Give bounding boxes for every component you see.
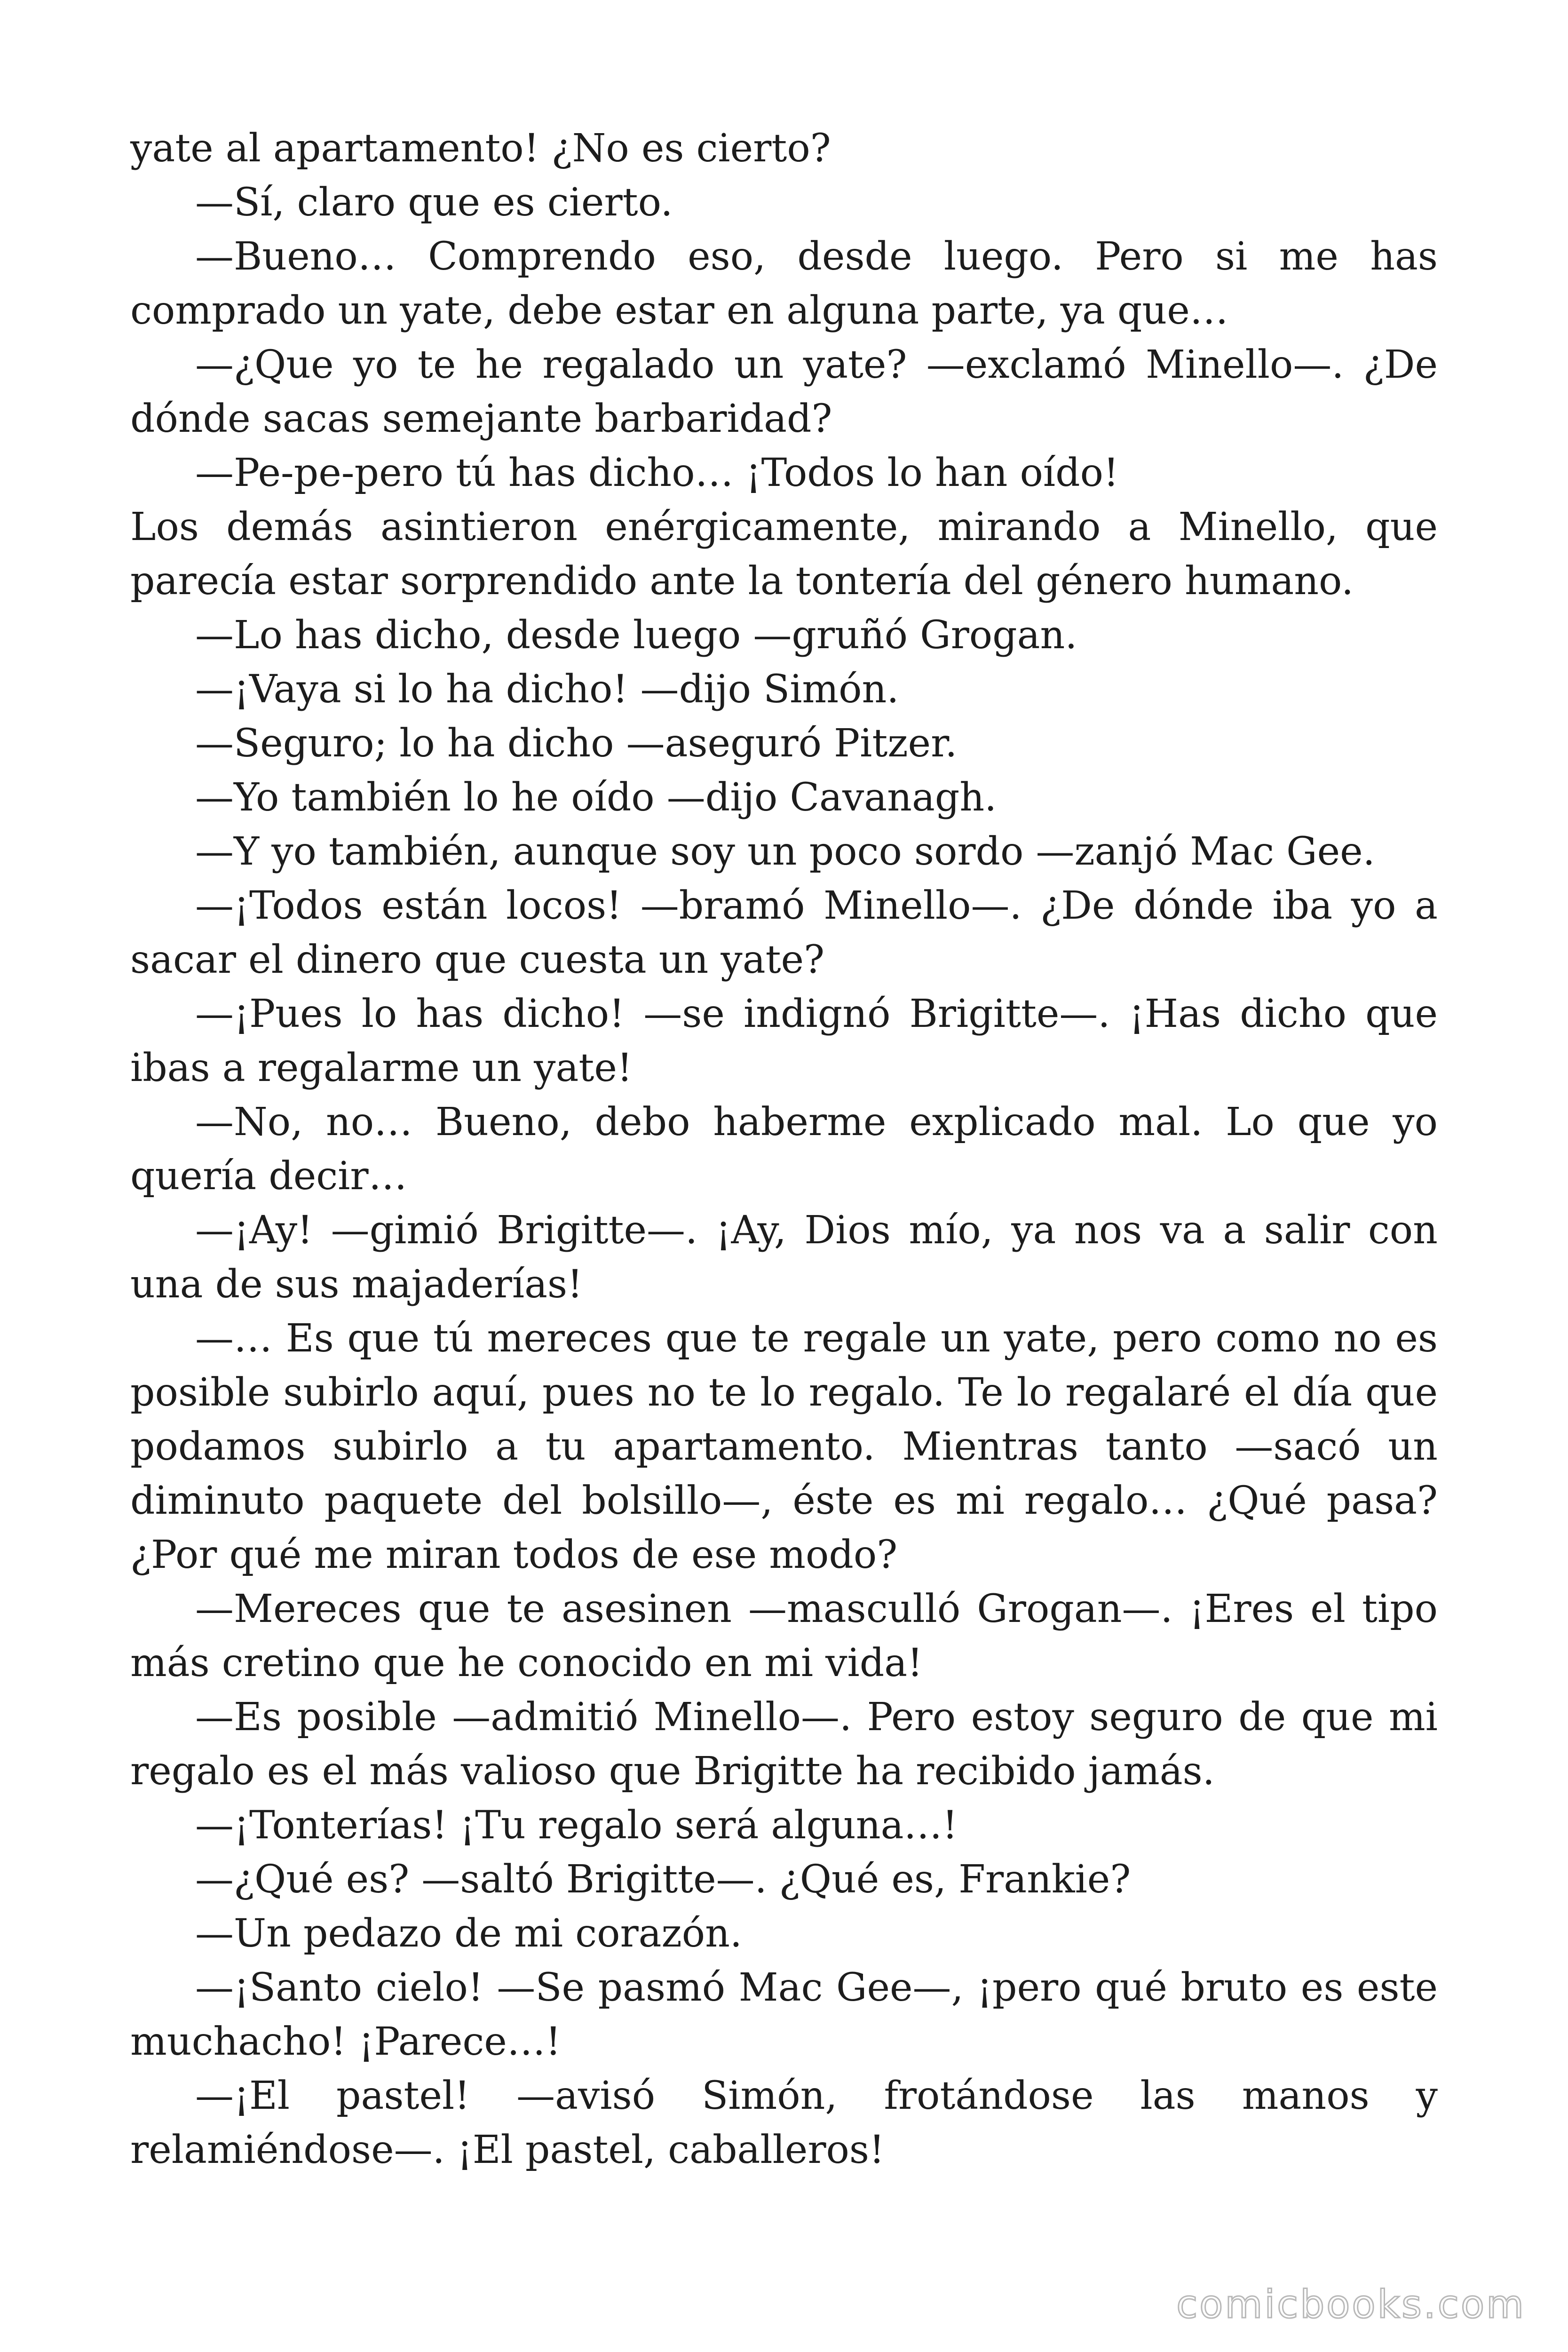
paragraph: —¡Vaya si lo ha dicho! —dijo Simón.	[195, 667, 899, 712]
paragraph: —Bueno… Comprendo eso, desde luego. Pero si me has comprado un yate, debe estar en alguna parte, ya que…	[130, 234, 1438, 333]
paragraph: —¡Santo cielo! —Se pasmó Mac Gee—, ¡pero qué bruto es este muchacho! ¡Parece…!	[130, 1965, 1438, 2064]
book-text-body	[130, 121, 1438, 2177]
paragraph: yate al apartamento! ¿No es cierto?	[130, 126, 831, 171]
paragraph: Los demás asintieron enérgicamente, mirando a Minello, que parecía estar sorprendido ante la tontería del género humano.	[130, 505, 1438, 604]
paragraph: —Un pedazo de mi corazón.	[195, 1911, 742, 1956]
paragraph: —Seguro; lo ha dicho —aseguró Pitzer.	[195, 721, 958, 766]
paragraph: —Y yo también, aunque soy un poco sordo —zanjó Mac Gee.	[195, 829, 1375, 874]
paragraph: —Pe-pe-pero tú has dicho… ¡Todos lo han oído!	[195, 451, 1119, 495]
paragraph: —¿Que yo te he regalado un yate? —exclamó Minello—. ¿De dónde sacas semejante barbaridad?	[130, 342, 1438, 441]
paragraph: —Lo has dicho, desde luego —gruñó Grogan.	[195, 613, 1077, 658]
paragraph: —… Es que tú mereces que te regale un yate, pero como no es posible subirlo aquí, pues no te lo regalo. Te lo regalaré el día que podamos subirlo a tu apartamento. Mientras tanto —sacó un diminuto paquete del bolsillo—, éste es mi regalo… ¿Qué pasa? ¿Por qué me miran todos de ese modo?	[130, 1316, 1438, 1577]
book-page	[130, 0, 1438, 2352]
paragraph: —Yo también lo he oído —dijo Cavanagh.	[195, 775, 997, 820]
paragraph: —No, no… Bueno, debo haberme explicado mal. Lo que yo quería decir…	[130, 1100, 1438, 1199]
paragraph: —¡El pastel! —avisó Simón, frotándose las manos y relamiéndose—. ¡El pastel, caballeros!	[130, 2074, 1438, 2172]
paragraph: —¿Qué es? —saltó Brigitte—. ¿Qué es, Frankie?	[195, 1857, 1131, 1902]
watermark-text: comicbooks.com	[1176, 2282, 1526, 2327]
paragraph: —Es posible —admitió Minello—. Pero estoy seguro de que mi regalo es el más valioso que Brigitte ha recibido jamás.	[130, 1695, 1438, 1794]
paragraph: —¡Tonterías! ¡Tu regalo será alguna…!	[195, 1803, 958, 1848]
paragraph: —Mereces que te asesinen —masculló Grogan—. ¡Eres el tipo más cretino que he conocido en mi vida!	[130, 1587, 1438, 1685]
paragraph: —¡Ay! —gimió Brigitte—. ¡Ay, Dios mío, ya nos va a salir con una de sus majaderías!	[130, 1208, 1438, 1307]
paragraph: —¡Todos están locos! —bramó Minello—. ¿De dónde iba yo a sacar el dinero que cuesta un yate?	[130, 883, 1438, 982]
paragraph: —¡Pues lo has dicho! —se indignó Brigitte—. ¡Has dicho que ibas a regalarme un yate!	[130, 992, 1438, 1090]
paragraph: —Sí, claro que es cierto.	[195, 180, 673, 225]
